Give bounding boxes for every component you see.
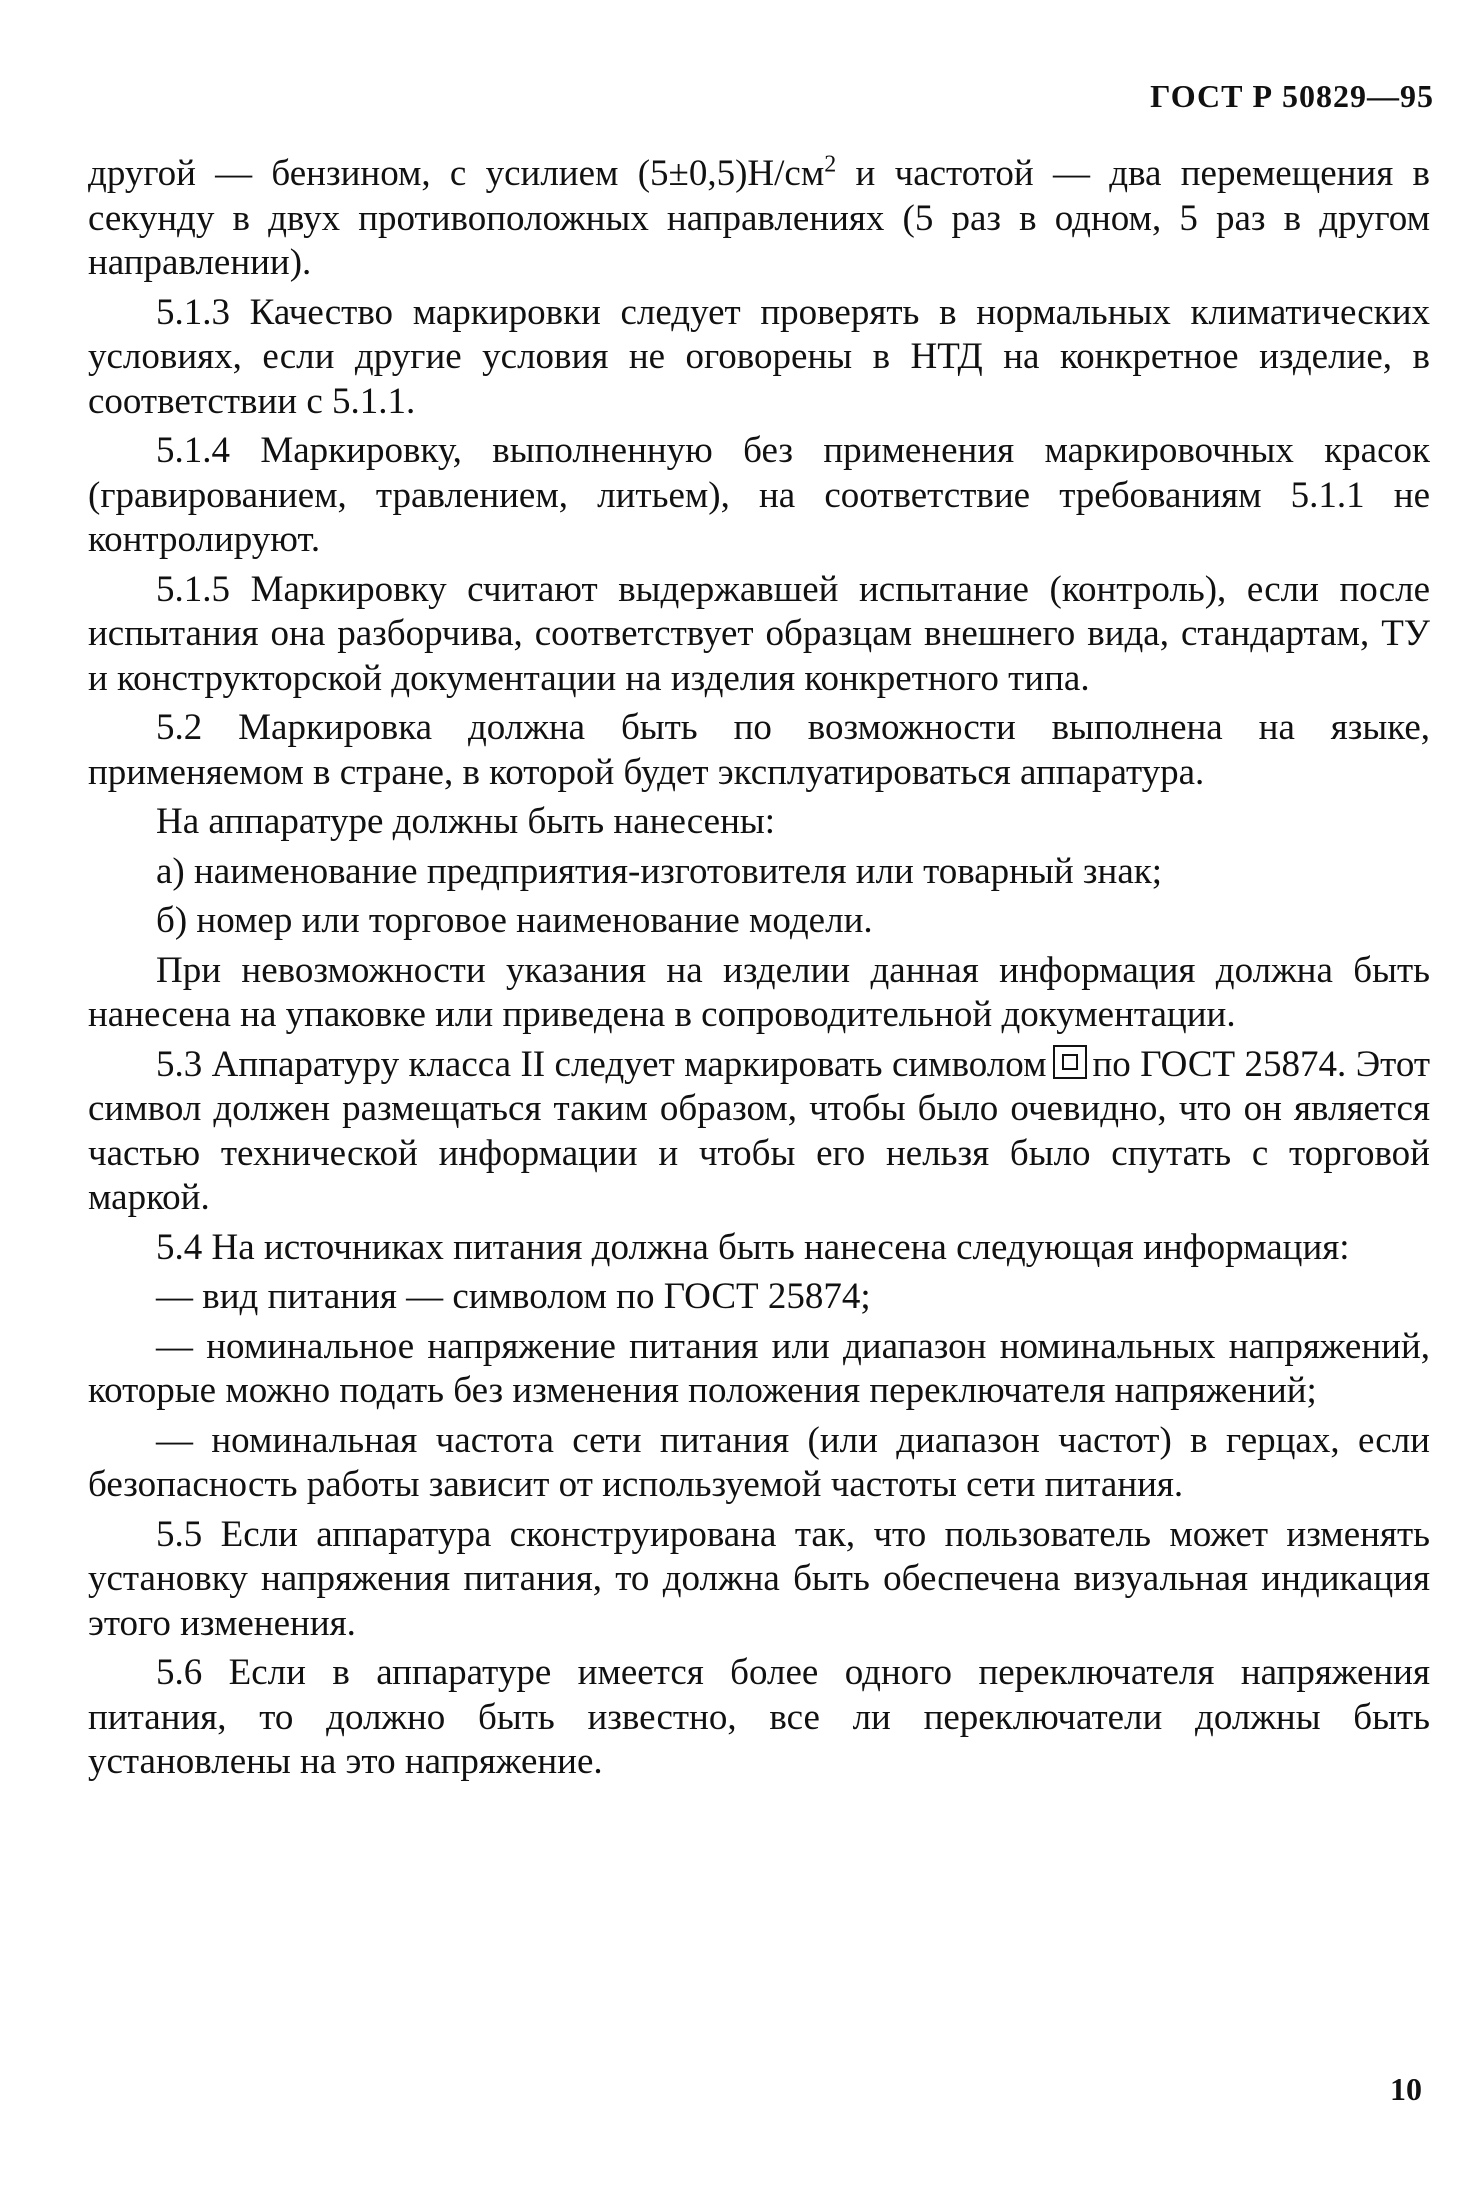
paragraph-5-1-4: 5.1.4 Маркировку, выполненную без применения маркировочных красок (гравированием, травлением, литьем), на соответствие требованиям 5.1.1 не контролируют. [88, 430, 1430, 560]
paragraph-text: другой — бензином, с усилием (5±0,5)Н/см [88, 153, 825, 194]
document-body [88, 152, 1430, 1790]
document-header [1150, 78, 1434, 115]
paragraph-5-1-5: 5.1.5 Маркировку считают выдержавшей испытание (контроль), если после испытания она разборчива, соответствует образцам внешнего вида, стандартам, ТУ и конструкторской документации на изделия конкретного типа. [88, 568, 1430, 699]
superscript: 2 [824, 151, 837, 178]
double-square-icon [1053, 1045, 1087, 1079]
standard-id: ГОСТ Р 50829—95 [1150, 78, 1434, 114]
paragraph-5-4: 5.4 На источниках питания должна быть нанесена следующая информация: [156, 1226, 1350, 1268]
paragraph-continuation [88, 152, 1430, 286]
list-item-power-type: — вид питания — символом по ГОСТ 25874; [156, 1276, 871, 1317]
paragraph-fallback-info: При невозможности указания на изделии данная информация должна быть нанесена на упаковке или приведена в сопроводительной документации. [88, 949, 1430, 1035]
paragraph-text: и частотой — два перемещения в секунду в двух противоположных направлениях (5 раз в одном, 5 раз в другом направлении). [88, 153, 1430, 283]
list-item-a: а) наименование предприятия-изготовителя или товарный знак; [156, 850, 1162, 892]
paragraph-marking-intro: На аппаратуре должны быть нанесены: [156, 801, 776, 842]
list-item-b: б) номер или торговое наименование модели. [156, 900, 873, 941]
paragraph-text: по ГОСТ 25874. Этот символ должен размещаться таким образом, чтобы было очевидно, что он является частью технической информации и чтобы его нельзя было спутать с торговой маркой. [88, 1043, 1430, 1218]
list-item-nominal-frequency: — номинальная частота сети питания (или диапазон частот) в герцах, если безопасность работы зависит от используемой частоты сети питания. [88, 1419, 1430, 1505]
paragraph-5-2: 5.2 Маркировка должна быть по возможности выполнена на языке, применяемом в стране, в которой будет эксплуатироваться аппаратура. [88, 707, 1430, 793]
paragraph-5-3 [88, 1043, 1430, 1221]
paragraph-5-1-3: 5.1.3 Качество маркировки следует проверять в нормальных климатических условиях, если другие условия не оговорены в НТД на конкретное изделие, в соответствии с 5.1.1. [88, 291, 1430, 422]
page-number: 10 [1390, 2071, 1422, 2107]
paragraph-text: 5.3 Аппаратуру класса II следует маркировать символом [156, 1043, 1047, 1085]
list-item-nominal-voltage: — номинальное напряжение питания или диапазон номинальных напряжений, которые можно подать без изменения положения переключателя напряжений; [88, 1325, 1430, 1411]
paragraph-5-6: 5.6 Если в аппаратуре имеется более одного переключателя напряжения питания, то должно быть известно, все ли переключатели должны быть установлены на это напряжение. [88, 1652, 1430, 1782]
paragraph-5-5: 5.5 Если аппаратура сконструирована так, что пользователь может изменять установку напряжения питания, то должна быть обеспечена визуальная индикация этого изменения. [88, 1513, 1430, 1644]
